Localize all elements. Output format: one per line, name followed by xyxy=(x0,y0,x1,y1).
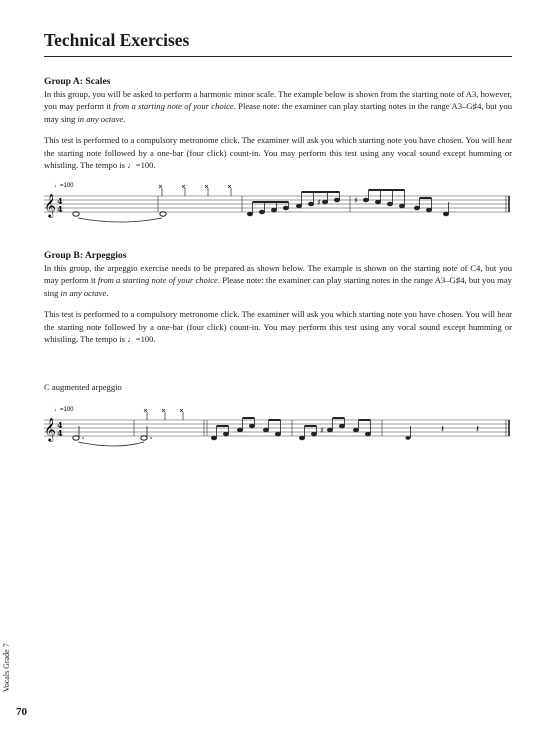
group-b-heading: Group B: Arpeggios xyxy=(44,250,127,261)
click-marks xyxy=(159,185,231,196)
group-b-paragraph-1: In this group, the arpeggio exercise needs to be prepared as shown below. The example is shown on the starting note of C4, but you may perform it from a starting note of your choice. Please note: the examiner can play starting notes in the range A3–G♯4, but you may sing in any octave. xyxy=(44,263,512,298)
treble-clef: 𝄞 xyxy=(44,417,56,441)
group-a-paragraph-1: In this group, you will be asked to perform a harmonic minor scale. The example below is shown from the starting note of A3, however, you may perform it from a starting note of your choice. Please note: the examiner can play starting notes in the range A3–G♯4, but you may sing in any octave. xyxy=(44,89,512,124)
arpeggio-caption: C augmented arpeggio xyxy=(44,382,122,392)
side-label: Vocals Grade 7 xyxy=(2,643,11,692)
page-title: Technical Exercises xyxy=(44,30,190,50)
group-a-heading: Group A: Scales xyxy=(44,76,111,87)
group-a-section xyxy=(44,76,512,171)
svg-text:♯: ♯ xyxy=(317,198,321,207)
time-signature-top: 4 xyxy=(57,196,63,206)
treble-clef: 𝄞 xyxy=(44,193,56,217)
page-number: 70 xyxy=(16,706,27,718)
whole-note xyxy=(160,212,166,216)
svg-text:♯: ♯ xyxy=(320,426,324,435)
time-signature-bottom: 4 xyxy=(57,428,63,438)
svg-text:♯: ♯ xyxy=(354,196,358,205)
quarter-rest: 𝄽 xyxy=(441,424,445,435)
click-marks xyxy=(144,409,183,420)
arpeggio-staff xyxy=(36,404,520,454)
time-signature-top: 4 xyxy=(57,420,63,430)
arpeggio-notes xyxy=(211,418,280,440)
time-signature-bottom: 4 xyxy=(57,204,63,214)
group-b-paragraph-2: This test is performed to a compulsory metronome click. The examiner will ask you which starting note you have chosen. You will hear the starting note followed by a one-bar (four click) count-in. You may perform this test using any vocal sound except humming or whistling. The tempo is ♩=100. xyxy=(44,309,512,345)
whole-note xyxy=(73,212,79,216)
quarter-rest: 𝄽 xyxy=(476,424,480,435)
tempo-marking-a: ♩=100 xyxy=(54,183,74,189)
group-a-paragraph-2: This test is performed to a compulsory metronome click. The examiner will ask you which starting note you have chosen. You will hear the starting note followed by a one-bar (four click) count-in. You may perform this test using any vocal sound except humming or whistling. The tempo is ♩=100. xyxy=(44,135,512,171)
group-b-section xyxy=(44,250,512,345)
arpeggio-notes-2 xyxy=(299,418,370,440)
title-divider xyxy=(44,56,512,57)
tempo-marking-b: ♩=100 xyxy=(54,407,74,413)
scale-staff xyxy=(36,180,520,230)
